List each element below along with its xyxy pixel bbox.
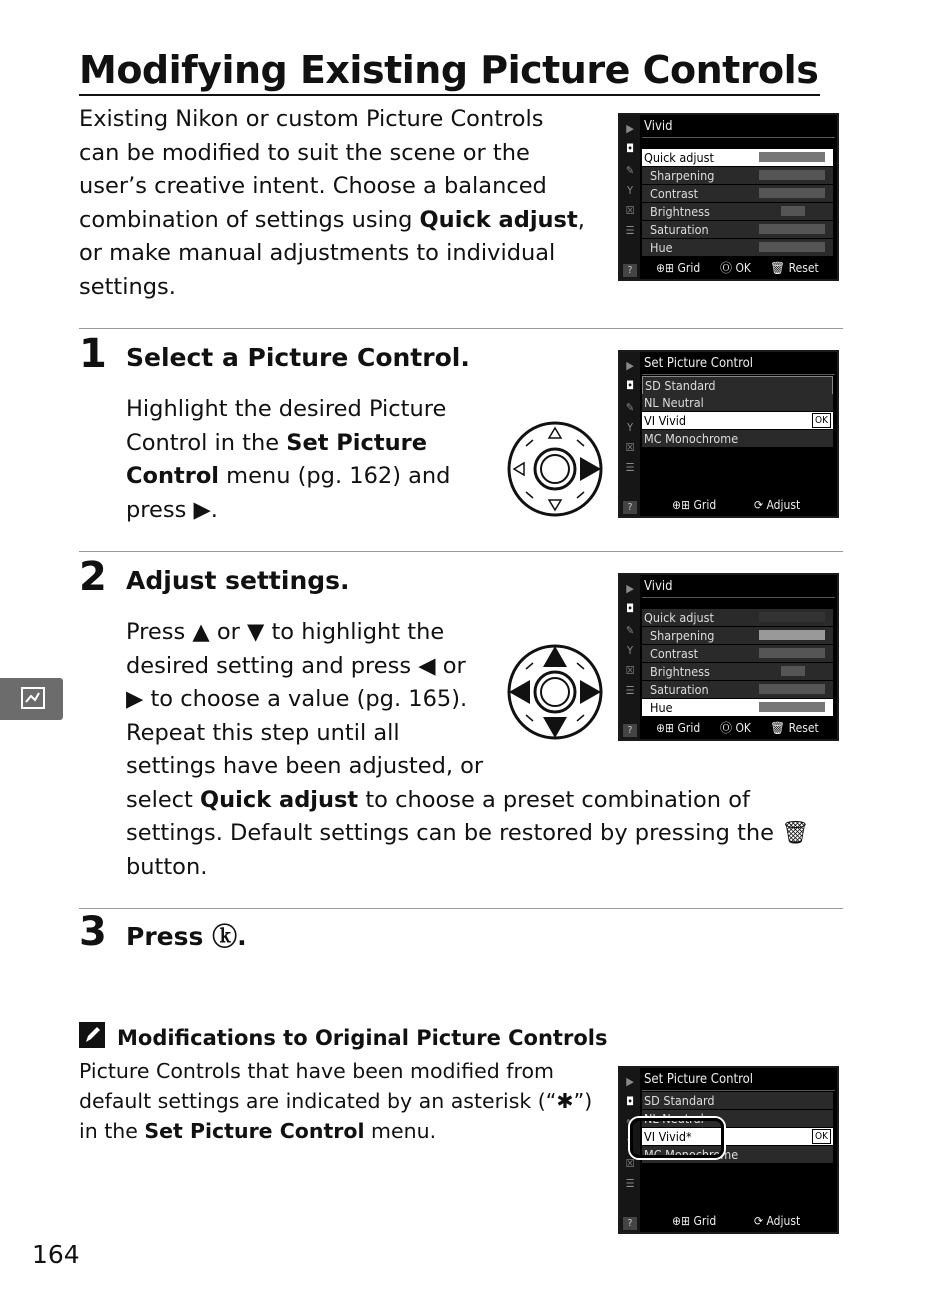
value-bar bbox=[759, 224, 825, 234]
menu-row bbox=[642, 430, 833, 447]
intro-line: settings. bbox=[79, 273, 176, 300]
row-label: SD Standard bbox=[644, 1093, 715, 1108]
step-line: ▶ to choose a value (pg. 165). bbox=[126, 686, 468, 712]
menu-sidebar bbox=[620, 115, 640, 279]
menu-row bbox=[642, 149, 833, 166]
wrench-icon: Y bbox=[626, 421, 634, 434]
menu-sidebar bbox=[620, 352, 640, 516]
value-bar bbox=[759, 648, 825, 658]
screen-footer bbox=[642, 719, 835, 737]
row-label: Contrast bbox=[650, 646, 699, 661]
footer-reset: 🗑 Reset bbox=[770, 721, 819, 735]
section-divider bbox=[79, 908, 843, 909]
footer-label: Reset bbox=[788, 261, 819, 275]
step-line: settings have been adjusted, or bbox=[126, 753, 484, 779]
step-number: 1 bbox=[79, 331, 107, 377]
menu-row bbox=[642, 185, 833, 202]
footer-adjust: ⟳ Adjust bbox=[754, 1214, 801, 1228]
mymenu-icon: ☰ bbox=[625, 1177, 635, 1190]
value-bar bbox=[759, 170, 825, 180]
row-label: Saturation bbox=[650, 682, 709, 697]
row-label: VI Vivid* bbox=[644, 1129, 692, 1144]
pencil-icon: ✎ bbox=[625, 1117, 635, 1130]
quick-adjust-term: Quick adjust bbox=[200, 786, 359, 813]
footer-label: OK bbox=[735, 721, 752, 735]
footer-label: Adjust bbox=[766, 498, 801, 512]
value-bar bbox=[759, 684, 825, 694]
row-label: Hue bbox=[650, 700, 673, 715]
menu-row bbox=[642, 394, 833, 411]
retouch-icon: ☒ bbox=[625, 664, 635, 677]
camera-screen-vivid-adjust bbox=[618, 573, 839, 741]
wrench-icon: Y bbox=[626, 644, 634, 657]
menu-term: Set Picture bbox=[286, 429, 427, 456]
menu-row bbox=[642, 376, 833, 395]
mymenu-icon: ☰ bbox=[625, 461, 635, 474]
row-label: Contrast bbox=[650, 186, 699, 201]
section-divider bbox=[79, 551, 843, 552]
menu-row bbox=[642, 1092, 833, 1109]
note-heading: Modifications to Original Picture Controls bbox=[117, 1026, 608, 1050]
menu-row bbox=[642, 239, 833, 256]
intro-line: Existing Nikon or custom Picture Controls bbox=[79, 106, 544, 132]
screen-footer bbox=[642, 496, 835, 514]
footer-adjust: ⟳ Adjust bbox=[754, 498, 801, 512]
row-label: Quick adjust bbox=[644, 150, 714, 165]
intro-line: can be modified to suit the scene or the bbox=[79, 139, 530, 166]
intro-line: user’s creative intent. Choose a balanced bbox=[79, 173, 547, 199]
intro-paragraph bbox=[79, 103, 599, 304]
picture-control-icon bbox=[0, 678, 63, 720]
pencil-icon: ✎ bbox=[625, 624, 635, 637]
page-number: 164 bbox=[32, 1240, 80, 1269]
step-line: press ▶. bbox=[126, 496, 218, 523]
menu-row bbox=[642, 663, 833, 680]
menu-row bbox=[642, 203, 833, 220]
step-line bbox=[126, 460, 496, 494]
mymenu-icon: ☰ bbox=[625, 684, 635, 697]
footer-label: OK bbox=[735, 261, 752, 275]
help-icon: ? bbox=[623, 1217, 637, 1230]
step-line: button. bbox=[126, 853, 208, 880]
menu-row bbox=[642, 681, 833, 698]
step-text: select bbox=[126, 786, 201, 813]
footer-label: Adjust bbox=[766, 1214, 801, 1228]
menu-term: Control bbox=[126, 463, 220, 489]
row-label: NL Neutral bbox=[644, 395, 704, 410]
help-icon: ? bbox=[623, 264, 637, 277]
value-bar bbox=[759, 188, 825, 198]
retouch-icon: ☒ bbox=[625, 1157, 635, 1170]
note-text-part: menu. bbox=[364, 1119, 437, 1143]
camera-icon: ◘ bbox=[626, 142, 634, 155]
row-label: MC Monochrome bbox=[644, 1147, 739, 1162]
row-label: Sharpening bbox=[650, 168, 715, 183]
help-icon: ? bbox=[623, 501, 637, 514]
pencil-icon: ✎ bbox=[625, 401, 635, 414]
footer-grid: ⊕⊞ Grid bbox=[672, 1214, 717, 1228]
note-line bbox=[79, 1116, 599, 1146]
row-label: Hue bbox=[650, 240, 673, 255]
footer-ok: Ⓞ OK bbox=[720, 721, 752, 735]
value-bar bbox=[759, 702, 825, 712]
camera-screen-vivid-settings bbox=[618, 113, 839, 281]
ok-badge: OK bbox=[812, 413, 831, 428]
footer-label: Grid bbox=[677, 261, 701, 275]
camera-screen-set-picture-control-modified bbox=[618, 1066, 839, 1234]
playback-icon: ▶ bbox=[626, 359, 634, 372]
menu-row bbox=[642, 699, 833, 716]
footer-reset: 🗑 Reset bbox=[770, 261, 819, 275]
menu-row bbox=[642, 167, 833, 184]
wrench-icon: Y bbox=[626, 184, 634, 197]
ok-badge: OK bbox=[812, 1129, 831, 1144]
intro-line bbox=[79, 204, 599, 238]
intro-text: combination of settings using bbox=[79, 206, 420, 233]
step-text: to choose a preset combination of bbox=[358, 786, 750, 813]
footer-label: Reset bbox=[788, 721, 819, 735]
note-text-part: in the bbox=[79, 1119, 145, 1143]
screen-title: Vivid bbox=[642, 577, 835, 598]
step-heading: Press ⓚ. bbox=[126, 922, 247, 951]
highlight-callout bbox=[630, 1118, 724, 1158]
footer-label: Grid bbox=[677, 721, 701, 735]
screen-title: Set Picture Control bbox=[642, 354, 835, 375]
retouch-icon: ☒ bbox=[625, 204, 635, 217]
row-label: Brightness bbox=[650, 664, 710, 679]
multi-selector-all-icon bbox=[506, 643, 604, 741]
footer-label: Grid bbox=[693, 1214, 717, 1228]
note-line: Picture Controls that have been modified from bbox=[79, 1059, 555, 1083]
section-tab bbox=[0, 678, 63, 720]
wrench-icon: Y bbox=[626, 1137, 634, 1150]
row-label: MC Monochrome bbox=[644, 431, 739, 446]
menu-row bbox=[642, 412, 833, 429]
pencil-icon: ✎ bbox=[625, 164, 635, 177]
note-text bbox=[79, 1056, 599, 1146]
step-line bbox=[126, 427, 496, 461]
multi-selector-right-icon bbox=[506, 420, 604, 518]
help-icon: ? bbox=[623, 724, 637, 737]
section-divider bbox=[79, 328, 843, 329]
row-label: Sharpening bbox=[650, 628, 715, 643]
page-title: Modifying Existing Picture Controls bbox=[79, 46, 820, 96]
menu-term: Set Picture Control bbox=[144, 1119, 365, 1143]
camera-screen-set-picture-control bbox=[618, 350, 839, 518]
intro-line: or make manual adjustments to individual bbox=[79, 240, 556, 266]
footer-ok: Ⓞ OK bbox=[720, 261, 752, 275]
quick-adjust-term: Quick adjust bbox=[419, 206, 578, 233]
screen-title: Vivid bbox=[642, 117, 835, 138]
menu-row bbox=[642, 609, 833, 626]
step-line bbox=[126, 784, 846, 818]
step1-text bbox=[126, 393, 496, 527]
row-label: Brightness bbox=[650, 204, 710, 219]
step-line: settings. Default settings can be restored by pressing the 🗑 bbox=[126, 820, 810, 846]
menu-row bbox=[642, 221, 833, 238]
footer-grid: ⊕⊞ Grid bbox=[656, 261, 701, 275]
step-text: Control in the bbox=[126, 429, 287, 456]
screen-footer bbox=[642, 259, 835, 277]
step-text: menu (pg. 162) and bbox=[219, 463, 451, 489]
playback-icon: ▶ bbox=[626, 1075, 634, 1088]
step-heading: Select a Picture Control. bbox=[126, 343, 470, 372]
step-line: Repeat this step until all bbox=[126, 719, 400, 746]
playback-icon: ▶ bbox=[626, 582, 634, 595]
mymenu-icon: ☰ bbox=[625, 224, 635, 237]
step-line: Press ▲ or ▼ to highlight the bbox=[126, 619, 445, 645]
note-pencil-icon bbox=[79, 1022, 105, 1048]
camera-icon: ◘ bbox=[626, 1095, 634, 1108]
value-bar bbox=[781, 206, 805, 216]
menu-row bbox=[642, 645, 833, 662]
footer-grid: ⊕⊞ Grid bbox=[656, 721, 701, 735]
footer-grid: ⊕⊞ Grid bbox=[672, 498, 717, 512]
screen-title: Set Picture Control bbox=[642, 1070, 835, 1091]
row-label: NL Neutral bbox=[644, 1111, 704, 1126]
screen-footer bbox=[642, 1212, 835, 1230]
step-number: 2 bbox=[79, 554, 107, 600]
camera-icon: ◘ bbox=[626, 602, 634, 615]
retouch-icon: ☒ bbox=[625, 441, 635, 454]
value-bar bbox=[759, 242, 825, 252]
row-label: Quick adjust bbox=[644, 610, 714, 625]
row-label: Saturation bbox=[650, 222, 709, 237]
value-bar bbox=[759, 152, 825, 162]
step-line: desired setting and press ◀ or bbox=[126, 652, 466, 679]
row-label: SD Standard bbox=[645, 378, 716, 393]
value-bar bbox=[759, 612, 825, 622]
intro-text: , bbox=[577, 206, 585, 233]
menu-row bbox=[642, 627, 833, 644]
note-line: default settings are indicated by an asterisk (“✱”) bbox=[79, 1089, 593, 1113]
menu-sidebar bbox=[620, 575, 640, 739]
footer-label: Grid bbox=[693, 498, 717, 512]
playback-icon: ▶ bbox=[626, 122, 634, 135]
step-number: 3 bbox=[79, 909, 107, 955]
value-bar bbox=[759, 630, 825, 640]
row-label: VI Vivid bbox=[644, 413, 687, 428]
camera-icon: ◘ bbox=[626, 379, 634, 392]
value-bar bbox=[781, 666, 805, 676]
step-heading: Adjust settings. bbox=[126, 566, 350, 595]
step-line: Highlight the desired Picture bbox=[126, 396, 447, 422]
